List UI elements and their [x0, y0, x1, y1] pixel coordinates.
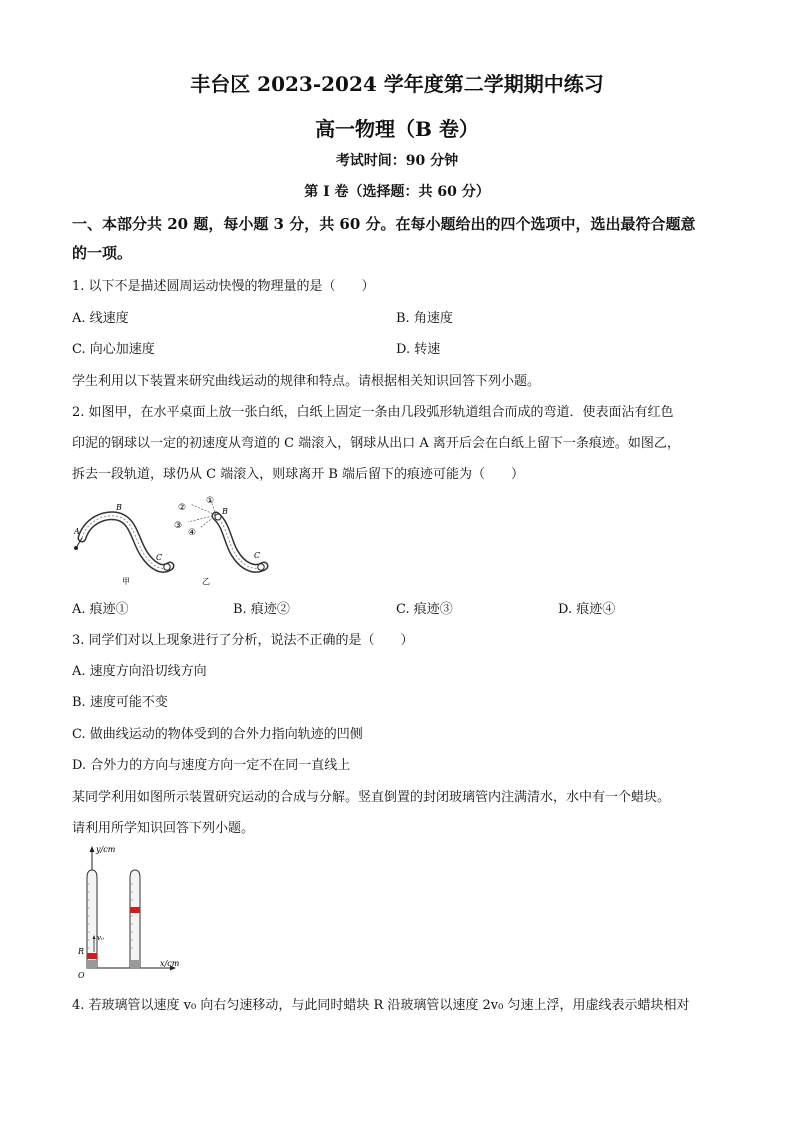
stopper-right [130, 960, 140, 968]
exam-time: 考试时间：90 分钟 [335, 153, 459, 169]
tube-figure [72, 840, 192, 980]
q2-line2: 印泥的钢球以一定的初速度从弯道的 C 端滚入，钢球从出口 A 离开后会在白纸上留下一条痕迹。如图乙， [72, 436, 680, 451]
q1-stem: 1. 以下不是描述圆周运动快慢的物理量的是（ ） [72, 279, 375, 294]
q2-option-c: C. 痕迹③ [396, 602, 453, 617]
q2-line1: 2. 如图甲，在水平桌面上放一张白纸，白纸上固定一条由几段弧形轨道组合而成的弯道．使表面沾有红色 [72, 405, 674, 420]
section-instruction-line1: 一、本部分共 20 题，每小题 3 分，共 60 分。在每小题给出的四个选项中，选出最符合题意 [72, 215, 696, 233]
part-heading: 第 I 卷（选择题：共 60 分） [304, 184, 490, 200]
mark-1: ① [206, 496, 215, 506]
wax-block-left [87, 953, 97, 959]
q1-option-b: B. 角速度 [396, 311, 453, 326]
glass-tube-right [130, 870, 140, 968]
intro-curve-motion: 学生利用以下装置来研究曲线运动的规律和特点。请根据相关知识回答下列小题。 [72, 374, 541, 389]
mark-4: ④ [188, 528, 197, 538]
figure-jia [73, 503, 170, 586]
exam-subtitle: 高一物理（B 卷） [315, 117, 479, 141]
q2-option-b: B. 痕迹② [233, 602, 290, 617]
section-instruction-line2: 的一项。 [72, 244, 133, 262]
intro-composition-line1: 某同学利用如图所示装置研究运动的合成与分解。竖直倒置的封闭玻璃管内注满清水，水中有一个蜡块。 [72, 790, 671, 805]
q3-option-d: D. 合外力的方向与速度方向一定不在同一直线上 [72, 758, 351, 773]
glass-tube-left [87, 870, 104, 968]
q4-line1: 4. 若玻璃管以速度 v₀ 向右匀速移动，与此同时蜡块 R 沿玻璃管以速度 2v₀ 匀速上浮，用虚线表示蜡块相对 [72, 998, 690, 1013]
q3-option-c: C. 做曲线运动的物体受到的合外力指向轨迹的凹侧 [72, 727, 363, 742]
q1-option-a: A. 线速度 [72, 311, 129, 326]
q1-option-c: C. 向心加速度 [72, 342, 155, 357]
x-axis-label: x/cm [160, 959, 180, 968]
q2-line3: 拆去一段轨道，球仍从 C 端滚入，则球离开 B 端后留下的痕迹可能为（ ） [72, 467, 525, 482]
ball-entry [164, 564, 170, 570]
q3-option-a: A. 速度方向沿切线方向 [72, 664, 207, 679]
origin-label: O [78, 971, 85, 980]
label-c2: C [254, 551, 261, 560]
exam-title: 丰台区 2023-2024 学年度第二学期期中练习 [190, 72, 604, 96]
label-a: A [74, 527, 80, 536]
stopper-left [87, 960, 97, 968]
wax-block-right [130, 907, 140, 913]
track-figure [70, 490, 280, 590]
caption-yi: 乙 [202, 577, 210, 586]
mark-2: ② [178, 503, 187, 513]
caption-jia: 甲 [122, 577, 130, 586]
q3-stem: 3. 同学们对以上现象进行了分析，说法不正确的是（ ） [72, 633, 414, 648]
label-b: B [116, 503, 122, 512]
q2-option-a: A. 痕迹① [72, 602, 129, 617]
q3-option-b: B. 速度可能不变 [72, 695, 168, 710]
v0-label: v₀ [97, 934, 104, 942]
label-c: C [156, 553, 163, 562]
intro-composition-line2: 请利用所学知识回答下列小题。 [72, 821, 255, 836]
y-axis-arrow [90, 846, 95, 852]
r-label: R [78, 947, 85, 956]
q1-option-d: D. 转速 [396, 342, 441, 357]
mark-3: ③ [174, 521, 183, 531]
ball-exit [74, 546, 78, 550]
figure-yi [174, 496, 264, 586]
ball-entry-2 [258, 564, 264, 570]
y-axis-label: y/cm [96, 845, 116, 854]
label-b2: B [222, 507, 228, 516]
q2-option-d: D. 痕迹④ [558, 602, 616, 617]
